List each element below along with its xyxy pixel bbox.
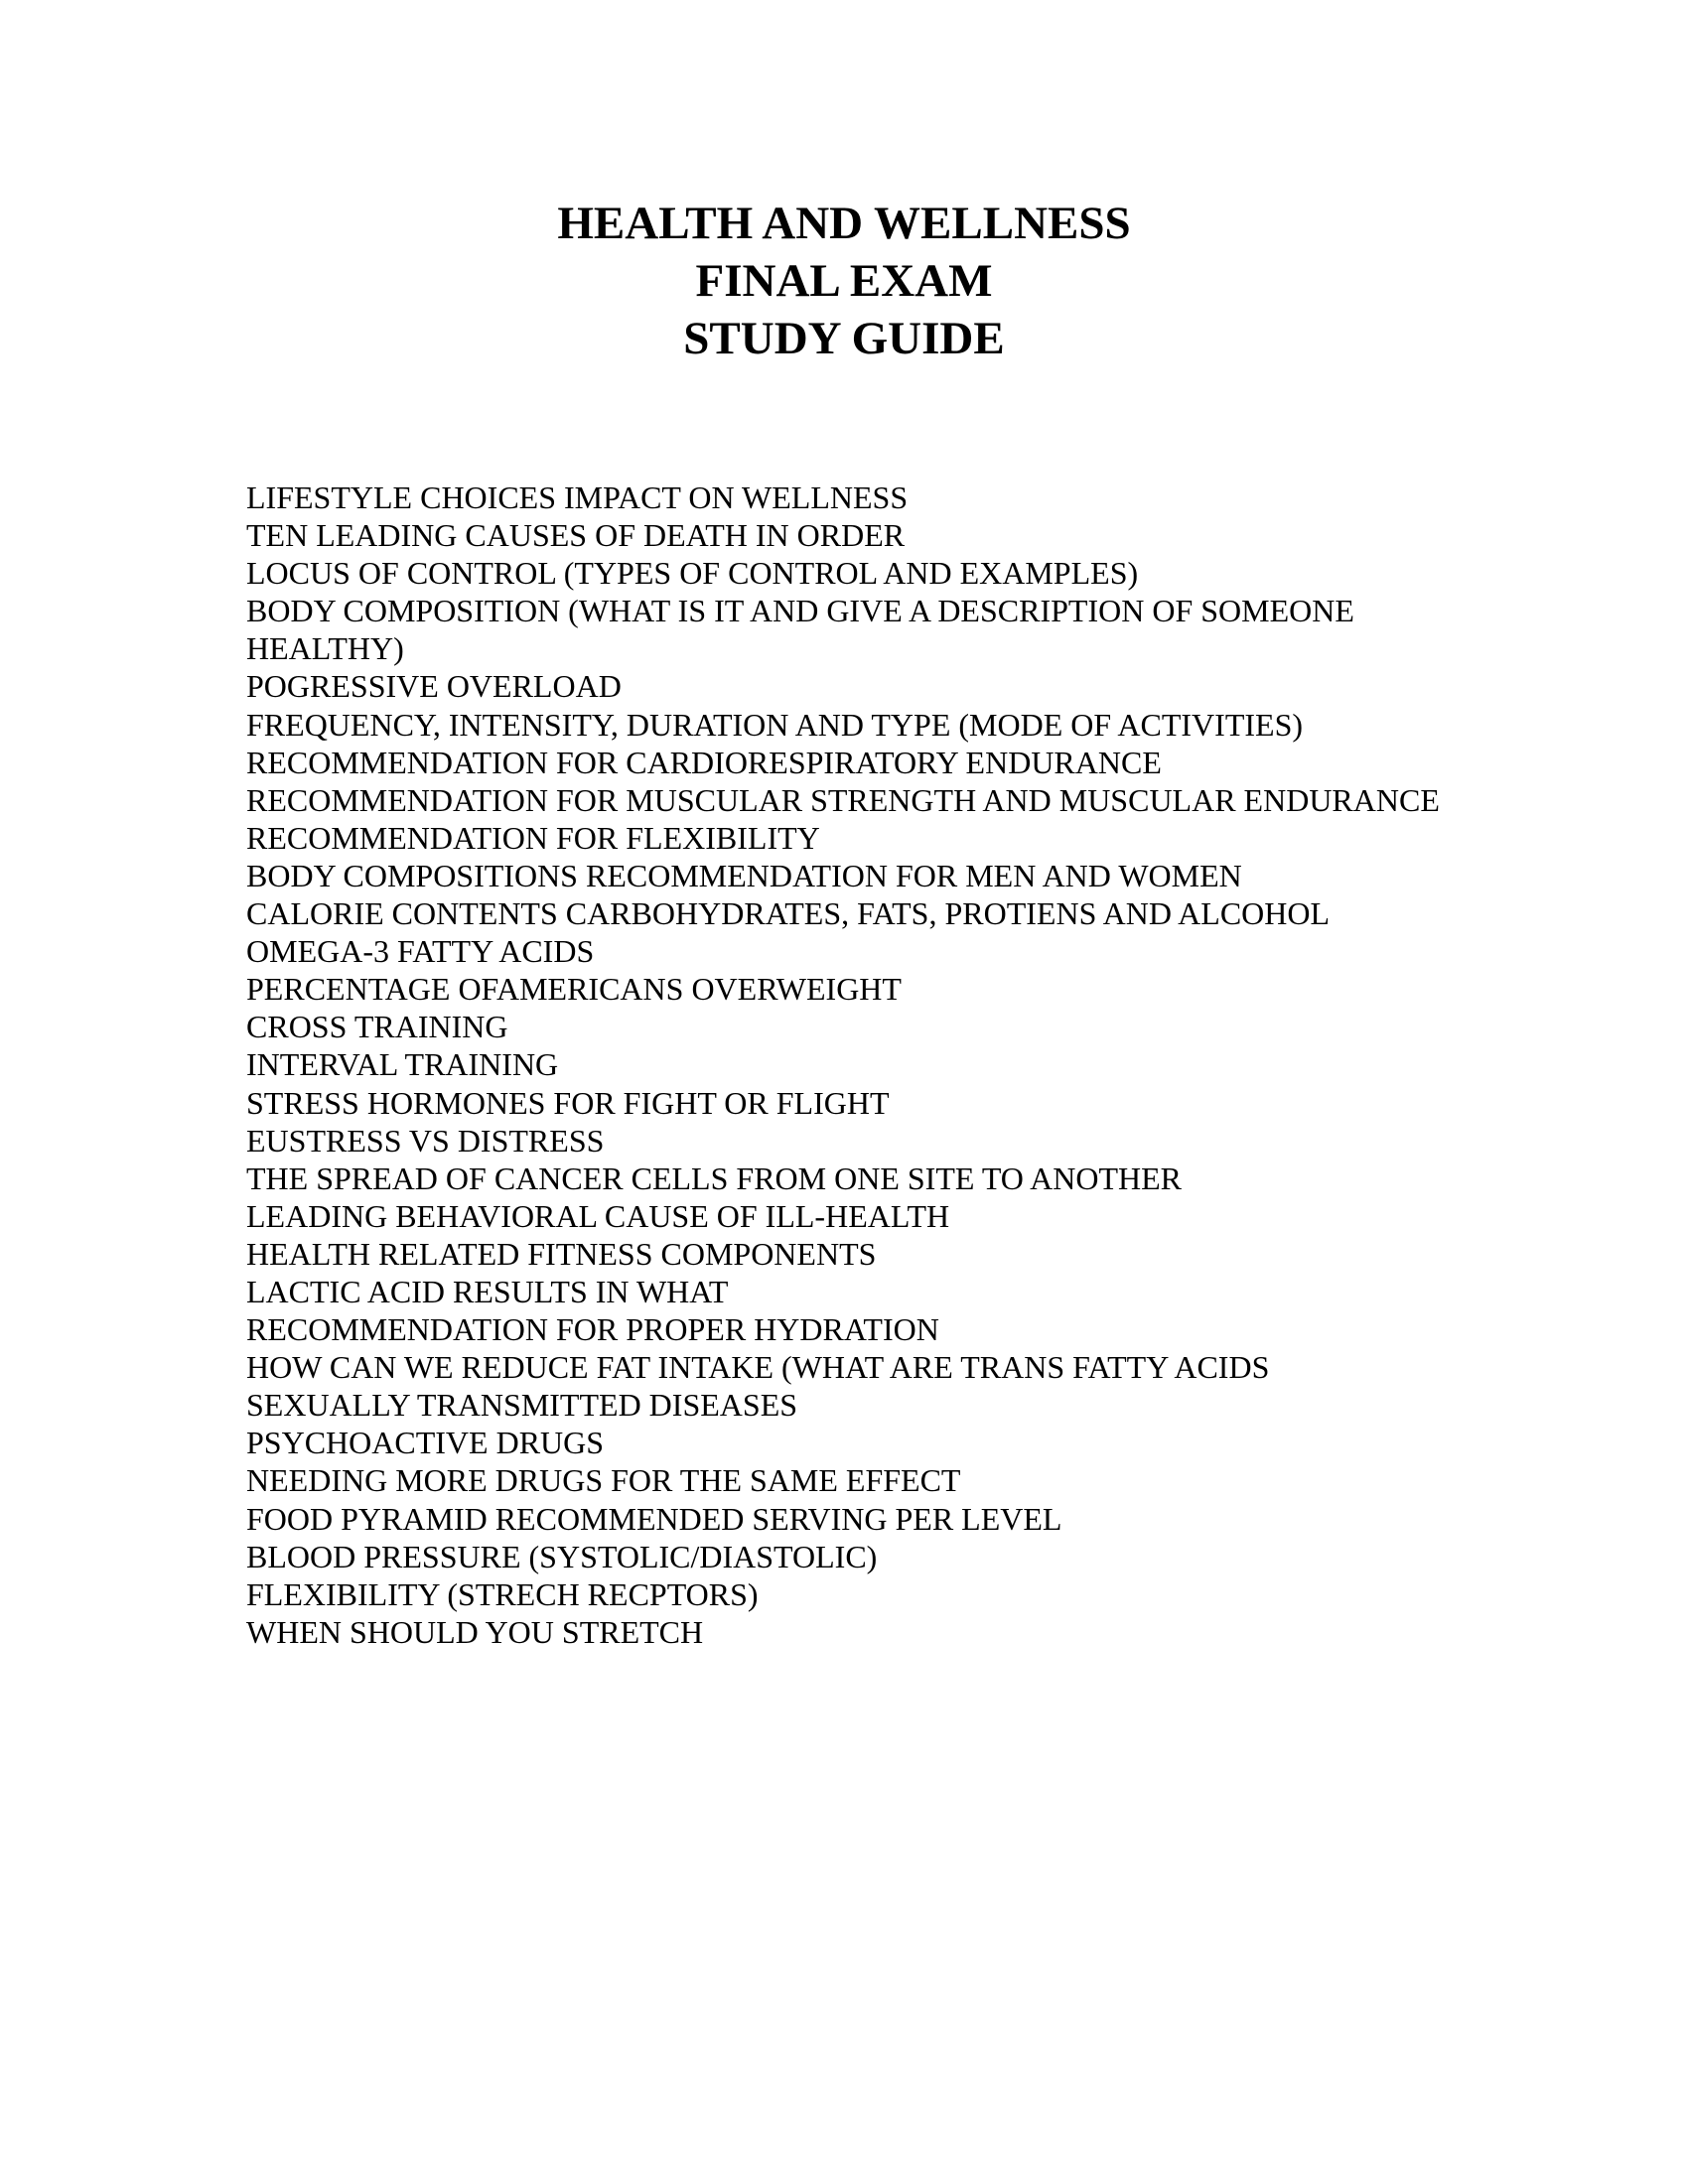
study-topic: OMEGA-3 FATTY ACIDS: [246, 933, 595, 970]
study-topic: TEN LEADING CAUSES OF DEATH IN ORDER: [246, 517, 906, 554]
study-topic: STRESS HORMONES FOR FIGHT OR FLIGHT: [246, 1084, 890, 1121]
title-line-exam: FINAL EXAM: [695, 255, 993, 307]
study-topic: LACTIC ACID RESULTS IN WHAT: [246, 1273, 729, 1309]
study-topic: BODY COMPOSITION (WHAT IS IT AND GIVE A DESCRIPTION OF SOMEONE HEALTHY): [246, 593, 1354, 667]
study-topic: HOW CAN WE REDUCE FAT INTAKE (WHAT ARE TRANS FATTY ACIDS: [246, 1349, 1270, 1386]
study-topic: FOOD PYRAMID RECOMMENDED SERVING PER LEVEL: [246, 1500, 1062, 1537]
study-topic: EUSTRESS VS DISTRESS: [246, 1122, 605, 1159]
study-topic: INTERVAL TRAINING: [246, 1046, 559, 1083]
title-line-guide: STUDY GUIDE: [683, 313, 1005, 364]
study-topic: RECOMMENDATION FOR CARDIORESPIRATORY ENDURANCE: [246, 744, 1162, 780]
study-topic: SEXUALLY TRANSMITTED DISEASES: [246, 1387, 798, 1424]
study-topic: HEALTH RELATED FITNESS COMPONENTS: [246, 1235, 877, 1272]
study-topic: PERCENTAGE OFAMERICANS OVERWEIGHT: [246, 971, 902, 1008]
study-topic: RECOMMENDATION FOR PROPER HYDRATION: [246, 1311, 939, 1348]
study-topic: BLOOD PRESSURE (SYSTOLIC/DIASTOLIC): [246, 1538, 878, 1574]
study-topic: LIFESTYLE CHOICES IMPACT ON WELLNESS: [246, 479, 909, 515]
study-topic: POGRESSIVE OVERLOAD: [246, 668, 622, 705]
study-topic: FREQUENCY, INTENSITY, DURATION AND TYPE (MODE OF ACTIVITIES): [246, 706, 1304, 743]
study-topic: CROSS TRAINING: [246, 1009, 508, 1045]
study-topic: CALORIE CONTENTS CARBOHYDRATES, FATS, PROTIENS AND ALCOHOL: [246, 895, 1331, 932]
study-topic: BODY COMPOSITIONS RECOMMENDATION FOR MEN AND WOMEN: [246, 857, 1242, 893]
study-topic: NEEDING MORE DRUGS FOR THE SAME EFFECT: [246, 1462, 961, 1499]
study-topic-list: [246, 478, 1477, 1651]
study-topic: FLEXIBILITY (STRECH RECPTORS): [246, 1575, 759, 1612]
study-topic: LOCUS OF CONTROL (TYPES OF CONTROL AND EXAMPLES): [246, 555, 1139, 592]
study-topic: PSYCHOACTIVE DRUGS: [246, 1425, 605, 1461]
title-line-course: HEALTH AND WELLNESS: [557, 198, 1131, 249]
study-topic: RECOMMENDATION FOR FLEXIBILITY: [246, 819, 820, 856]
study-topic: THE SPREAD OF CANCER CELLS FROM ONE SITE TO ANOTHER: [246, 1160, 1183, 1196]
study-topic: RECOMMENDATION FOR MUSCULAR STRENGTH AND MUSCULAR ENDURANCE: [246, 781, 1440, 818]
study-topic: WHEN SHOULD YOU STRETCH: [246, 1613, 704, 1650]
study-topic: LEADING BEHAVIORAL CAUSE OF ILL-HEALTH: [246, 1197, 950, 1234]
document-title: [0, 195, 1688, 367]
